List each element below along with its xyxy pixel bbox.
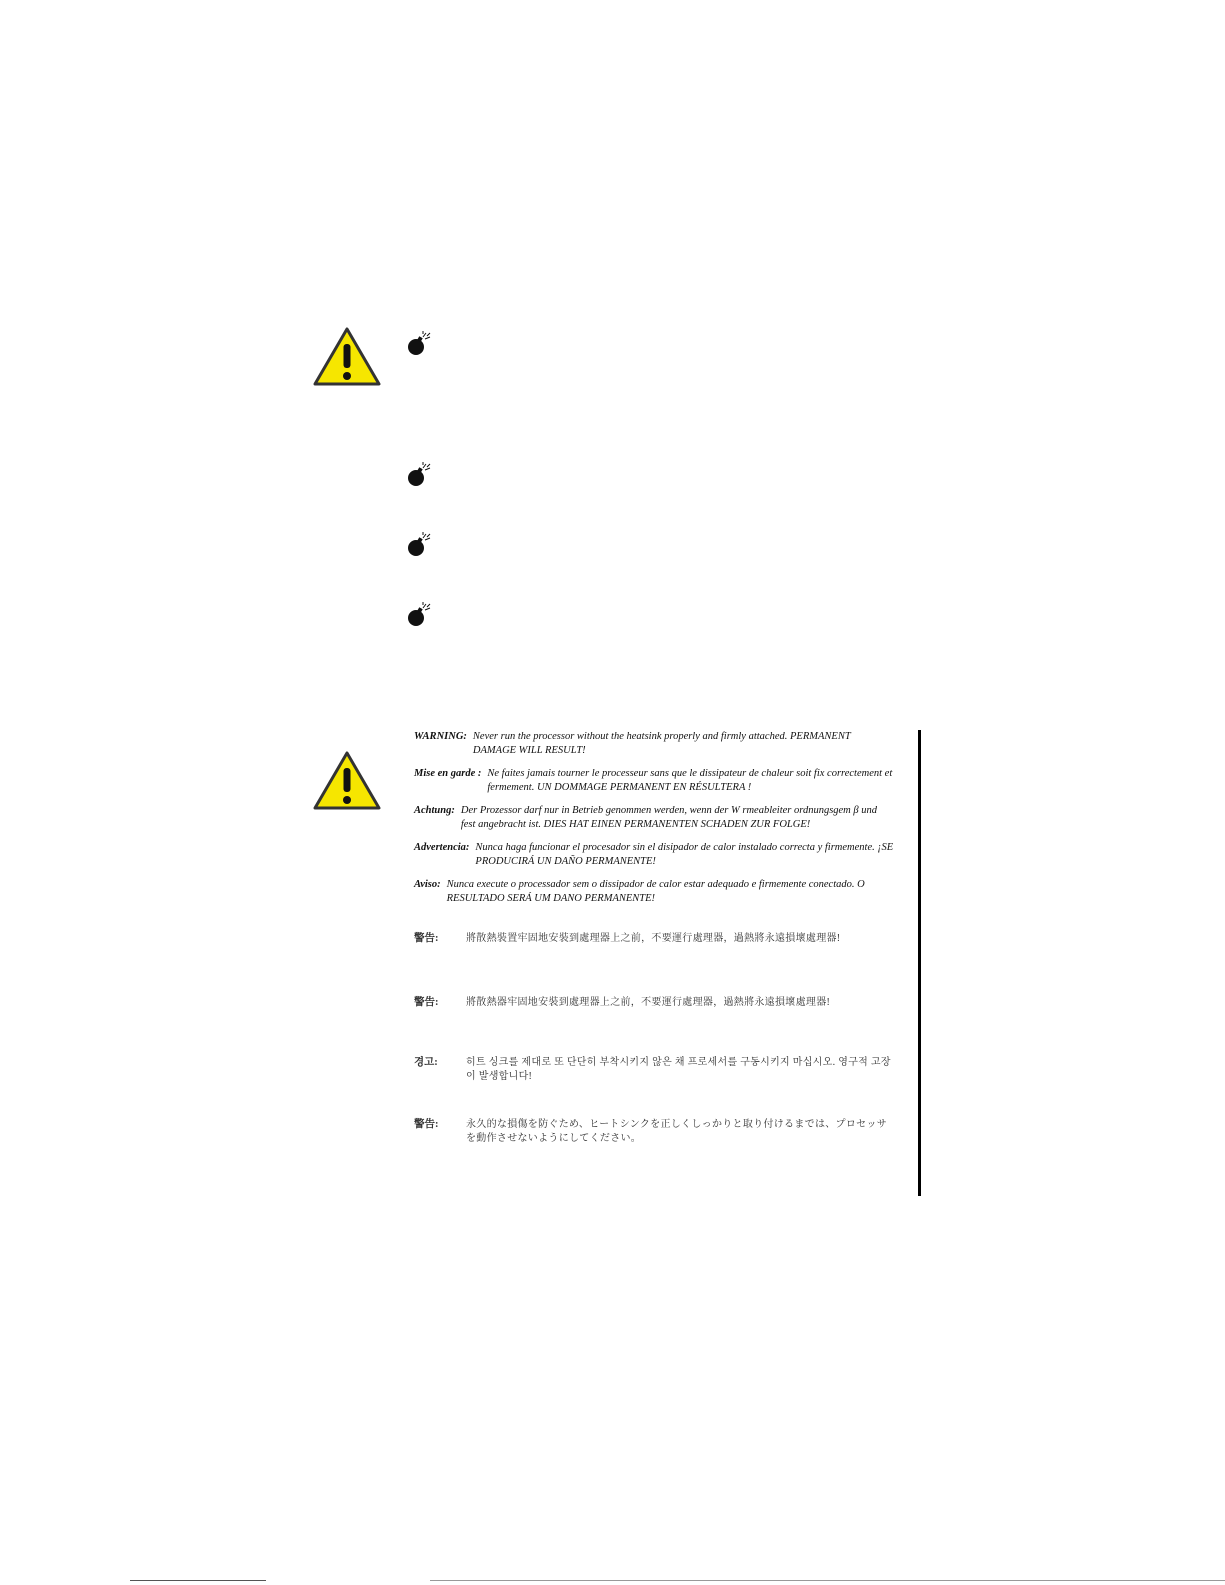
warning-label: WARNING:	[414, 731, 467, 742]
footer-divider	[130, 1580, 266, 1581]
warning-row-spanish	[414, 841, 894, 869]
warning-row-english	[414, 730, 894, 758]
warning-text: 將散熱器牢固地安裝到處理器上之前，不要運行處理器，過熱將永遠損壞處理器!	[466, 997, 831, 1008]
warning-text: Der Prozessor darf nur in Betrieb genommen werden, wenn der W rmeableiter ordnungsgem β und fest angebracht ist. DIES HAT EINEN PERMANENTEN SCHADEN ZUR FOLGE!	[460, 805, 877, 830]
bomb-icon	[405, 601, 433, 629]
bomb-icon	[405, 330, 433, 358]
warning-text: Ne faites jamais tourner le processeur sans que le dissipateur de chaleur soit fix correctement et fermement. UN DOMMAGE PERMANENT EN RÉSULTERA !	[487, 768, 893, 793]
warning-row-french	[414, 767, 894, 795]
multilingual-warning	[414, 730, 894, 1146]
warning-row-portuguese	[414, 878, 894, 906]
footer-divider	[430, 1580, 1225, 1581]
warning-text: 將散熱裝置牢固地安裝到處理器上之前，不要運行處理器，過熱將永遠損壞處理器!	[466, 933, 841, 944]
bomb-icon	[405, 461, 433, 489]
warning-label: 警告:	[414, 1119, 439, 1130]
warning-row-japanese	[414, 1118, 894, 1146]
warning-label: 경고:	[414, 1057, 438, 1068]
warning-label: Advertencia:	[414, 842, 470, 853]
warning-label: 警告:	[414, 997, 439, 1008]
bomb-icon	[405, 531, 433, 559]
warning-label: 警告:	[414, 933, 439, 944]
warning-label: Achtung:	[414, 805, 455, 816]
warning-text: Nunca execute o processador sem o dissipador de calor estar adequado e firmemente conectado. O RESULTADO SERÁ UM DANO PERMANENTE!	[446, 879, 865, 904]
warning-row-german	[414, 804, 894, 832]
warning-label: Aviso:	[414, 879, 441, 890]
warning-label: Mise en garde :	[414, 768, 482, 779]
warning-text: Never run the processor without the heatsink properly and firmly attached. PERMANENT DAMAGE WILL RESULT!	[472, 731, 851, 756]
warning-row-simplified-chinese	[414, 932, 894, 946]
warning-text: 永久的な損傷を防ぐため、ヒートシンクを正しくしっかりと取り付けるまでは、プロセッサを動作させないようにしてください。	[466, 1119, 888, 1144]
warning-triangle-icon	[312, 326, 382, 388]
warning-text: 히트 싱크를 제대로 또 단단히 부착시키지 않은 채 프로세서를 구동시키지 마십시오. 영구적 고장이 발생합니다!	[466, 1057, 891, 1082]
warning-triangle-icon	[312, 750, 382, 812]
warning-row-korean	[414, 1056, 894, 1084]
warning-row-traditional-chinese	[414, 996, 894, 1010]
vertical-rule	[918, 730, 921, 1196]
warning-text: Nunca haga funcionar el procesador sin el disipador de calor instalado correcta y firmemente. ¡SE PRODUCIRÁ UN DAÑO PERMANENTE!	[475, 842, 894, 867]
